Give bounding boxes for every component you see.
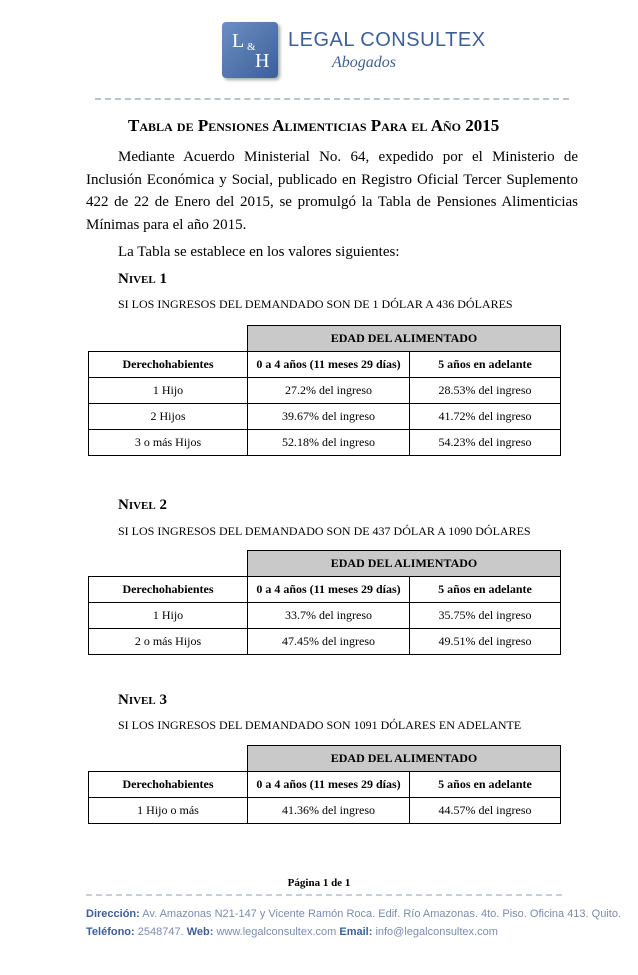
beneficiary-cell: 3 o más Hijos <box>89 430 248 456</box>
nivel-1-table <box>88 325 561 456</box>
email-label: Email: <box>339 926 373 938</box>
address-text: Av. Amazonas N21-147 y Vicente Ramón Roca. Edif. Río Amazonas. 4to. Piso. Oficina 413. Quito. <box>142 908 622 920</box>
nivel-3-condition: SI LOS INGRESOS DEL DEMANDADO SON 1091 DÓLARES EN ADELANTE <box>118 718 522 732</box>
col-header-0-4-years: 0 a 4 años (11 meses 29 días) <box>248 352 410 378</box>
percent-0-4-cell: 27.2% del ingreso <box>248 378 410 404</box>
age-group-header: EDAD DEL ALIMENTADO <box>248 326 561 352</box>
percent-5-plus-cell: 44.57% del ingreso <box>410 798 561 824</box>
header-divider <box>95 98 569 100</box>
table-row <box>89 603 561 629</box>
table-group-header-row <box>89 746 561 772</box>
web-label: Web: <box>186 926 214 938</box>
logo-letter-l: L <box>232 30 245 52</box>
col-header-5-plus-years: 5 años en adelante <box>410 772 561 798</box>
nivel-2-table <box>88 550 561 655</box>
beneficiary-cell: 2 o más Hijos <box>89 629 248 655</box>
web-link[interactable]: www.legalconsultex.com <box>216 926 337 938</box>
table-column-header-row <box>89 772 561 798</box>
percent-5-plus-cell: 41.72% del ingreso <box>410 404 561 430</box>
table-row <box>89 798 561 824</box>
logo-letter-h: H <box>255 50 270 72</box>
col-header-0-4-years: 0 a 4 años (11 meses 29 días) <box>248 577 410 603</box>
percent-5-plus-cell: 49.51% del ingreso <box>410 629 561 655</box>
percent-5-plus-cell: 35.75% del ingreso <box>410 603 561 629</box>
table-column-header-row <box>89 352 561 378</box>
col-header-5-plus-years: 5 años en adelante <box>410 577 561 603</box>
table-row <box>89 629 561 655</box>
footer-divider <box>86 894 562 896</box>
nivel-2-condition: SI LOS INGRESOS DEL DEMANDADO SON DE 437 DÓLAR A 1090 DÓLARES <box>118 524 531 538</box>
table-row <box>89 430 561 456</box>
nivel-1-heading: Nivel 1 <box>118 271 167 287</box>
table-intro-text: La Tabla se establece en los valores siguientes: <box>118 244 400 260</box>
age-group-header: EDAD DEL ALIMENTADO <box>248 551 561 577</box>
table-group-header-row <box>89 326 561 352</box>
phone-label: Teléfono: <box>86 926 135 938</box>
table-row <box>89 378 561 404</box>
percent-5-plus-cell: 28.53% del ingreso <box>410 378 561 404</box>
phone-text: 2548747. <box>137 926 184 938</box>
table-row <box>89 404 561 430</box>
nivel-3-heading: Nivel 3 <box>118 692 167 708</box>
logo-ampersand: & <box>247 41 256 53</box>
logo-subtitle: Abogados <box>332 54 396 71</box>
logo-company-name: LEGAL CONSULTEX <box>288 29 486 51</box>
col-header-beneficiaries: Derechohabientes <box>89 772 248 798</box>
document-title: Tabla de Pensiones Alimenticias Para el Año 2015 <box>128 116 500 135</box>
percent-0-4-cell: 47.45% del ingreso <box>248 629 410 655</box>
company-logo <box>222 22 486 92</box>
nivel-2-heading: Nivel 2 <box>118 497 167 513</box>
beneficiary-cell: 1 Hijo <box>89 378 248 404</box>
col-header-5-plus-years: 5 años en adelante <box>410 352 561 378</box>
intro-paragraph: Mediante Acuerdo Ministerial No. 64, expedido por el Ministerio de Inclusión Económica y Social, publicado en Registro Oficial Tercer Suplemento 422 de 22 de Enero del 2015, se promulgó la Tabla de Pensiones Alimenticias Mínimas para el año 2015. <box>86 149 578 233</box>
col-header-beneficiaries: Derechohabientes <box>89 577 248 603</box>
beneficiary-cell: 1 Hijo <box>89 603 248 629</box>
table-column-header-row <box>89 577 561 603</box>
table-group-header-row <box>89 551 561 577</box>
col-header-beneficiaries: Derechohabientes <box>89 352 248 378</box>
percent-0-4-cell: 41.36% del ingreso <box>248 798 410 824</box>
address-label: Dirección: <box>86 908 140 920</box>
beneficiary-cell: 1 Hijo o más <box>89 798 248 824</box>
beneficiary-cell: 2 Hijos <box>89 404 248 430</box>
percent-5-plus-cell: 54.23% del ingreso <box>410 430 561 456</box>
percent-0-4-cell: 39.67% del ingreso <box>248 404 410 430</box>
footer-contact-line <box>86 926 498 938</box>
col-header-0-4-years: 0 a 4 años (11 meses 29 días) <box>248 772 410 798</box>
percent-0-4-cell: 52.18% del ingreso <box>248 430 410 456</box>
nivel-1-condition: SI LOS INGRESOS DEL DEMANDADO SON DE 1 DÓLAR A 436 DÓLARES <box>118 297 513 311</box>
logo-emblem <box>222 22 278 78</box>
age-group-header: EDAD DEL ALIMENTADO <box>248 746 561 772</box>
nivel-3-table <box>88 745 561 824</box>
page-number: Página 1 de 1 <box>287 877 351 889</box>
email-link[interactable]: info@legalconsultex.com <box>375 926 498 938</box>
footer-address-line <box>86 908 621 920</box>
percent-0-4-cell: 33.7% del ingreso <box>248 603 410 629</box>
